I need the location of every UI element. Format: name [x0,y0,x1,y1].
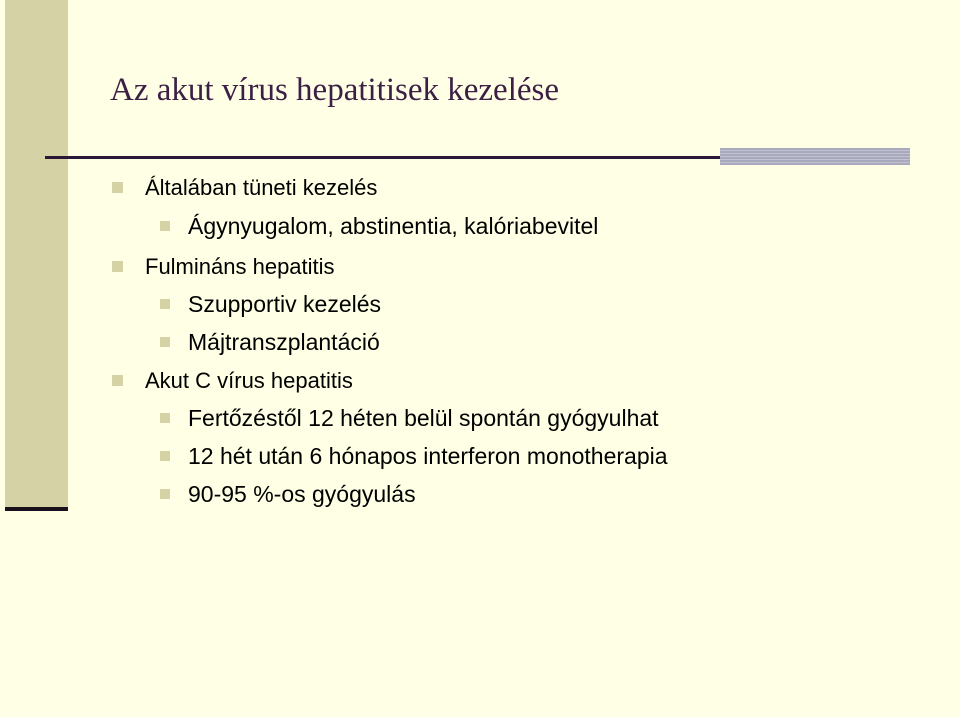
square-bullet-icon [112,182,123,193]
bullet-item [160,329,380,356]
bullet-item [160,481,416,508]
square-bullet-icon [160,299,170,309]
bullet-text: Akut C vírus hepatitis [145,368,353,393]
bullet-text: Ágynyugalom, abstinentia, kalóriabevitel [188,213,599,239]
slide-title: Az akut vírus hepatitisek kezelése [110,72,559,108]
bullet-item [112,368,353,394]
title-rule-gray [720,148,910,165]
bullet-item [112,254,335,280]
bullet-item [160,405,659,432]
square-bullet-icon [160,451,170,461]
bullet-text: Fertőzéstől 12 héten belül spontán gyógyulhat [188,405,659,431]
square-bullet-icon [112,261,123,272]
bullet-text: Szupportiv kezelés [188,291,382,317]
square-bullet-icon [160,489,170,499]
bullet-item [160,213,598,240]
square-bullet-icon [160,337,170,347]
title-rule-dark [45,156,720,159]
bullet-item [112,175,377,201]
bullet-text: Fulmináns hepatitis [145,254,335,279]
square-bullet-icon [112,375,123,386]
bullet-item [160,443,668,470]
square-bullet-icon [160,413,170,423]
bullet-text: Májtranszplantáció [188,329,380,355]
side-accent-bar [5,0,68,510]
square-bullet-icon [160,221,170,231]
bullet-text: 90-95 %-os gyógyulás [188,481,416,507]
bullet-text: 12 hét után 6 hónapos interferon monotherapia [188,443,668,469]
bullet-text: Általában tüneti kezelés [145,175,378,200]
bullet-item [160,291,381,318]
side-accent-bar-base [5,507,68,511]
